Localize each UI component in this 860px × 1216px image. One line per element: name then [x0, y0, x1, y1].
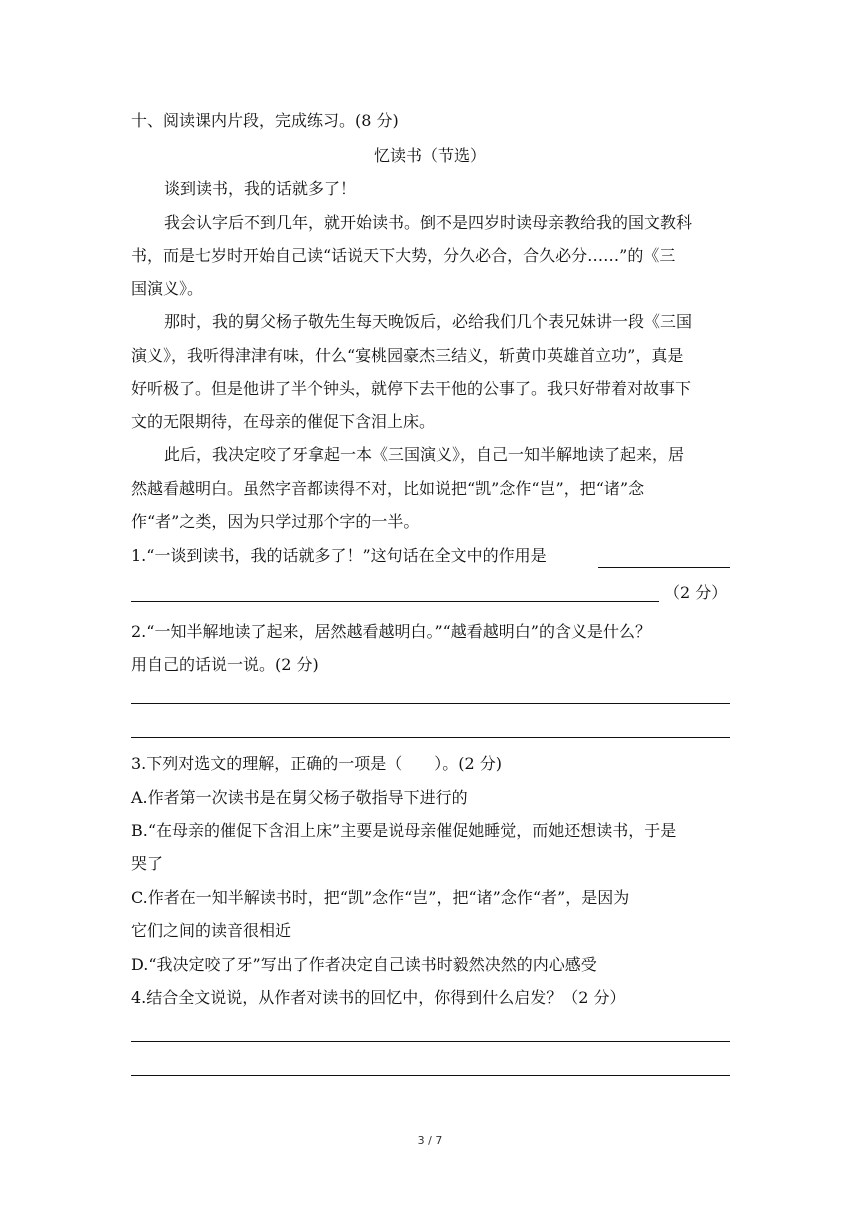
question-2-answer-line-2[interactable]	[131, 737, 730, 738]
question-1-text: 1.“一谈到读书，我的话就多了！”这句话在全文中的作用是	[131, 546, 547, 565]
passage-paragraph-1: 谈到读书，我的话就多了！	[164, 179, 357, 198]
question-3-option-c-line-1: C.作者在一知半解读书时，把“凯”念作“岂”，把“诸”念作“者”，是因为	[131, 888, 630, 907]
passage-paragraph-3-line-2: 演义》，我听得津津有味，什么“宴桃园豪杰三结义，斩黄巾英雄首立功”，真是	[131, 346, 684, 365]
question-3-option-a: A.作者第一次读书是在舅父杨子敬指导下进行的	[131, 788, 468, 807]
question-3-option-d: D.“我决定咬了牙”写出了作者决定自己读书时毅然决然的内心感受	[131, 955, 597, 974]
question-3-option-c-line-2: 它们之间的读音很相近	[131, 921, 292, 940]
passage-paragraph-2-line-1: 我会认字后不到几年，就开始读书。倒不是四岁时读母亲教给我的国文教科	[164, 213, 693, 232]
passage-paragraph-3-line-1: 那时，我的舅父杨子敬先生每天晚饭后，必给我们几个表兄妹讲一段《三国	[164, 312, 693, 331]
passage-title: 忆读书（节选）	[373, 146, 486, 165]
question-3-option-b-line-2: 哭了	[131, 854, 164, 873]
passage-paragraph-4-line-2: 然越看越明白。虽然字音都读得不对，比如说把“凯”念作“岂”，把“诸”念	[131, 479, 645, 498]
question-1-answer-line-1[interactable]	[598, 567, 730, 568]
question-3-stem: 3.下列对选文的理解，正确的一项是（ ）。(2 分)	[131, 754, 503, 773]
question-1-answer-line-2[interactable]	[131, 601, 659, 602]
question-2-line-1: 2.“一知半解地读了起来，居然越看越明白。”“越看越明白”的含义是什么？	[131, 622, 651, 641]
question-2-line-2: 用自己的话说一说。(2 分)	[131, 655, 319, 674]
question-2-answer-line-1[interactable]	[131, 703, 730, 704]
page-number: 3 / 7	[417, 1134, 443, 1147]
question-1-score: （2 分）	[664, 583, 728, 602]
question-4-text: 4.结合全文说说，从作者对读书的回忆中，你得到什么启发？（2 分）	[131, 988, 626, 1007]
passage-paragraph-4-line-1: 此后，我决定咬了牙拿起一本《三国演义》，自己一知半解地读了起来，居	[164, 445, 685, 464]
passage-paragraph-4-line-3: 作“者”之类，因为只学过那个字的一半。	[131, 512, 420, 531]
question-4-answer-line-1[interactable]	[131, 1041, 730, 1042]
question-3-option-b-line-1: B.“在母亲的催促下含泪上床”主要是说母亲催促她睡觉，而她还想读书，于是	[131, 821, 677, 840]
passage-paragraph-3-line-4: 文的无限期待，在母亲的催促下含泪上床。	[131, 412, 436, 431]
section-heading: 十、阅读课内片段，完成练习。(8 分)	[131, 111, 399, 130]
passage-paragraph-2-line-3: 国演义》。	[131, 279, 204, 298]
question-4-answer-line-2[interactable]	[131, 1075, 730, 1076]
passage-paragraph-2-line-2: 书，而是七岁时开始自己读“话说天下大势，分久必合，合久必分……”的《三	[131, 246, 676, 265]
passage-paragraph-3-line-3: 好听极了。但是他讲了半个钟头，就停下去干他的公事了。我只好带着对故事下	[131, 379, 692, 398]
